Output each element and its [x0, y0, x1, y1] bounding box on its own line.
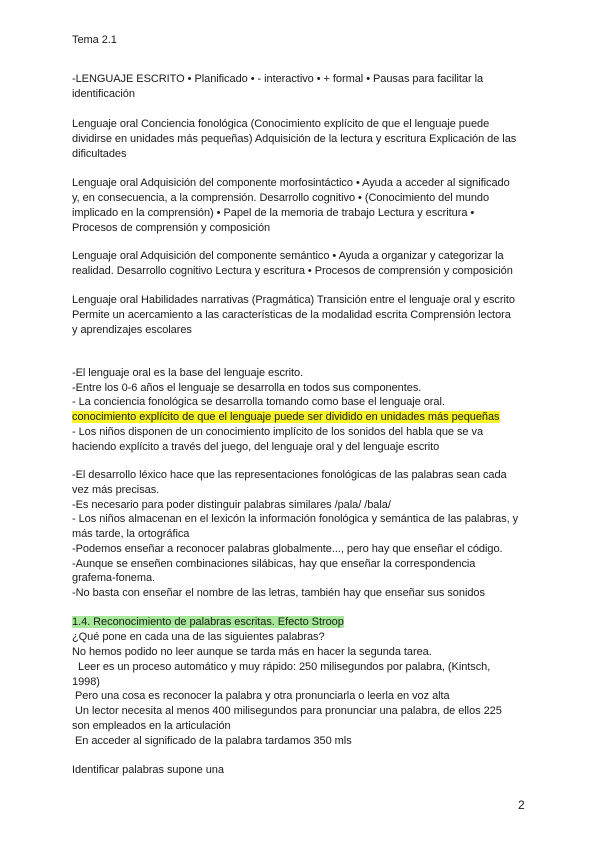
highlighted-text [72, 410, 500, 425]
paragraph-line: Pero una cosa es reconocer la palabra y otra pronunciarla o leerla en voz alta [72, 690, 450, 702]
paragraph-line: vez más precisas. [72, 484, 160, 496]
paragraph-line: Lenguaje oral Adquisición del componente morfosintáctico • Ayuda a acceder al significado [72, 177, 510, 189]
paragraph-line: - La conciencia fonológica se desarrolla tomando como base el lenguaje oral. [72, 396, 445, 408]
paragraph-line: ¿Qué pone en cada una de las siguientes palabras? [72, 631, 325, 643]
paragraph-line: Permite un acercamiento a las características de la modalidad escrita Comprensión lectora [72, 309, 511, 321]
paragraph-line: 1998) [72, 676, 100, 688]
paragraph-line: y, en consecuencia, a la comprensión. Desarrollo cognitivo • (Conocimiento del mundo [72, 192, 490, 204]
paragraph-line: No hemos podido no leer aunque se tarda más en hacer la segunda tarea. [72, 646, 432, 658]
paragraph-line: -Aunque se enseñen combinaciones silábicas, hay que enseñar la correspondencia [72, 558, 476, 570]
paragraph-line: Identificar palabras supone una [72, 764, 224, 776]
paragraph-line: Un lector necesita al menos 400 milisegundos para pronunciar una palabra, de ellos 225 [72, 705, 502, 717]
paragraph-line: más tarde, la ortográfica [72, 528, 190, 540]
paragraph-line: Leer es un proceso automático y muy rápido: 250 milisegundos por palabra, (Kintsch, [72, 661, 491, 673]
paragraph-line: -Es necesario para poder distinguir palabras similares /pala/ /bala/ [72, 499, 391, 511]
paragraph-line: -Podemos enseñar a reconocer palabras globalmente..., pero hay que enseñar el código. [72, 543, 503, 555]
paragraph-line: Lenguaje oral Habilidades narrativas (Pragmática) Transición entre el lenguaje oral y escrito [72, 294, 515, 306]
paragraph-line: -Entre los 0-6 años el lenguaje se desarrolla en todos sus componentes. [72, 382, 422, 394]
yellow-highlight: conocimiento explícito de que el lenguaje puede ser dividido en unidades más pequeñas [72, 411, 500, 423]
paragraph-line: implicado en la comprensión) • Papel de la memoria de trabajo Lectura y escritura • [72, 207, 475, 219]
paragraph-line: En acceder al significado de la palabra tardamos 350 mls [72, 735, 352, 747]
paragraph-line: grafema-fonema. [72, 572, 156, 584]
section-heading [72, 615, 344, 630]
page-number: 2 [518, 798, 525, 812]
paragraph-line: - Los niños almacenan en el lexicón la información fonológica y semántica de las palabras, y [72, 513, 519, 525]
paragraph-line: y aprendizajes escolares [72, 324, 192, 336]
paragraph-line: haciendo explícito a través del juego, del lenguaje oral y del lenguaje escrito [72, 441, 440, 453]
document-title: Tema 2.1 [72, 34, 117, 46]
paragraph-line: - Los niños disponen de un conocimiento implícito de los sonidos del habla que se va [72, 426, 484, 438]
paragraph-line: -El desarrollo léxico hace que las representaciones fonológicas de las palabras sean cada [72, 469, 507, 481]
paragraph-line: -El lenguaje oral es la base del lenguaje escrito. [72, 367, 304, 379]
paragraph-line: -No basta con enseñar el nombre de las letras, también hay que enseñar sus sonidos [72, 587, 485, 599]
paragraph-line: Procesos de comprensión y composición [72, 222, 271, 234]
paragraph-line: identificación [72, 88, 135, 100]
paragraph-line: dificultades [72, 148, 127, 160]
paragraph-line: dividirse en unidades más pequeñas) Adquisición de la lectura y escritura Explicación de las [72, 133, 517, 145]
paragraph-line: Lenguaje oral Adquisición del componente semántico • Ayuda a organizar y categorizar la [72, 250, 504, 262]
paragraph-line: son empleados en la articulación [72, 720, 231, 732]
green-highlight: 1.4. Reconocimiento de palabras escritas. Efecto Stroop [72, 616, 344, 628]
paragraph-line: Lenguaje oral Conciencia fonológica (Conocimiento explícito de que el lenguaje puede [72, 118, 490, 130]
paragraph-line: realidad. Desarrollo cognitivo Lectura y escritura • Procesos de comprensión y composición [72, 265, 513, 277]
paragraph-line: -LENGUAJE ESCRITO • Planificado • - interactivo • + formal • Pausas para facilitar la [72, 73, 484, 85]
